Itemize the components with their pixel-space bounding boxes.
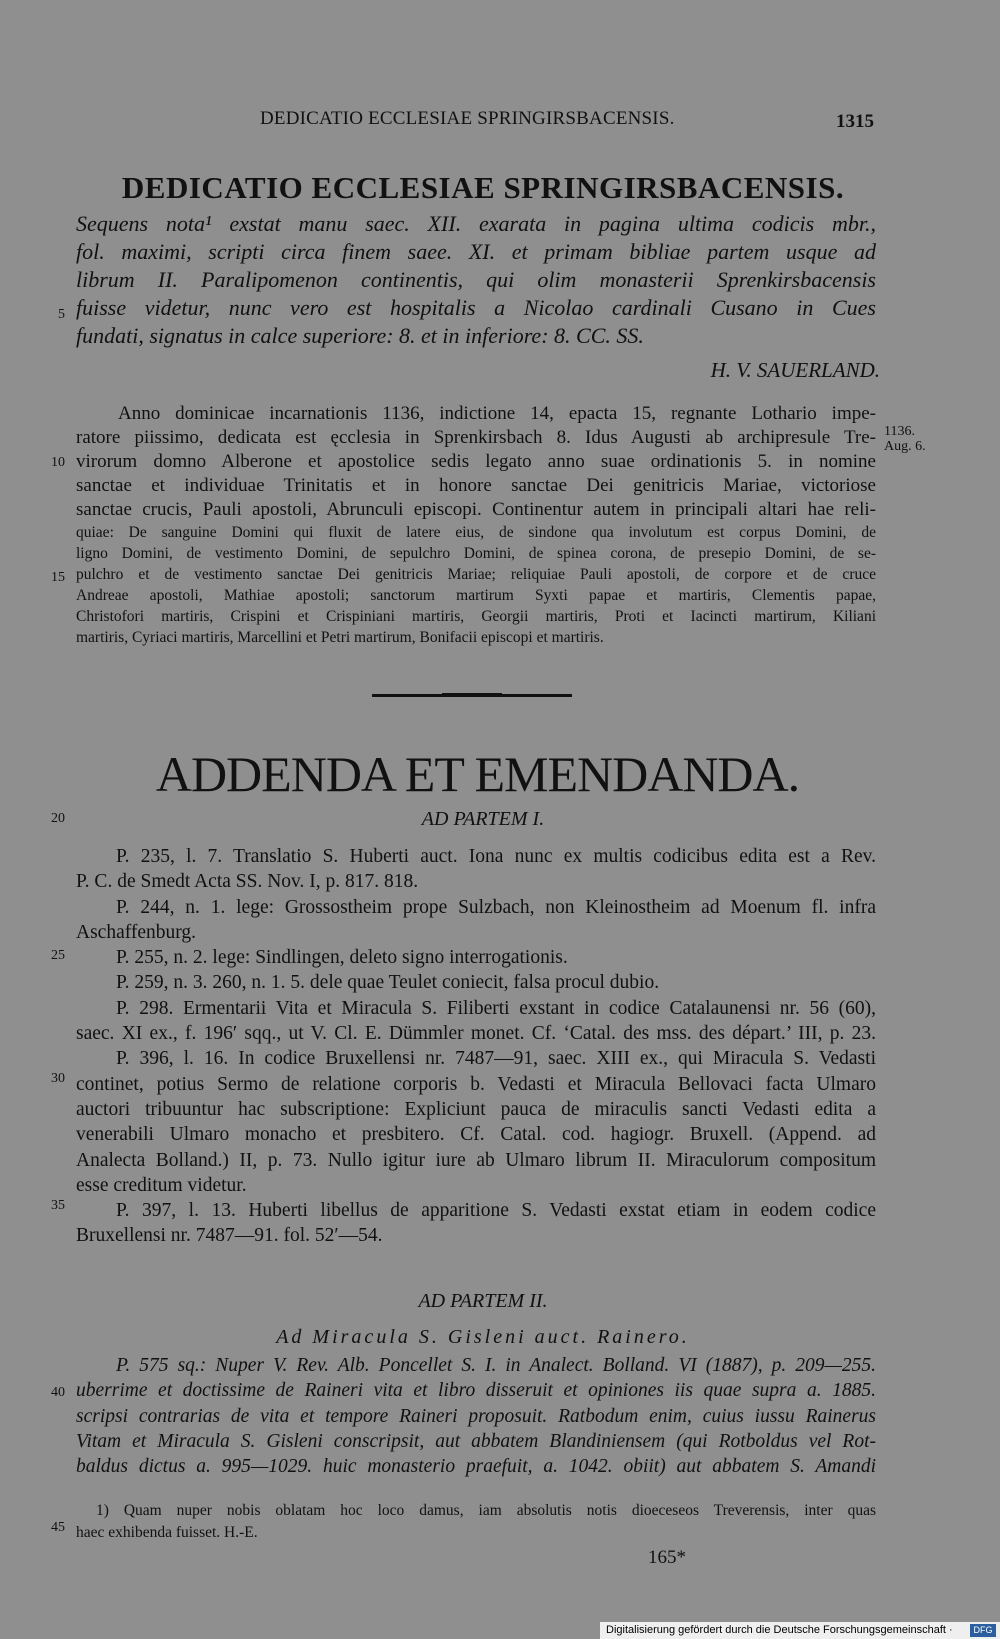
section-title: DEDICATIO ECCLESIAE SPRINGIRSBACENSIS.	[121, 170, 845, 205]
line-number: 35	[51, 1198, 65, 1213]
section-heading-part-2: AD PARTEM II.	[418, 1290, 548, 1312]
line-number: 5	[58, 307, 65, 322]
intro-line: Sequens nota¹ exstat manu saec. XII. exarata in pagina ultima codicis mbr.,	[76, 211, 876, 236]
line-number: 30	[51, 1071, 65, 1086]
dedication-text	[76, 402, 876, 648]
addenda-line: Bruxellensi nr. 7487—91. fol. 52′—54.	[76, 1225, 383, 1247]
addenda-line: venerabili Ulmaro monacho et presbitero. Cf. Catal. cod. hagiogr. Bruxell. (Append. ad	[76, 1124, 876, 1146]
intro-line: fol. maximi, scripti circa finem saee. XI. et primam bibliae partem usque ad	[76, 239, 876, 264]
text-line: ratore piissimo, dedicata est ęcclesia in Sprenkirsbach 8. Idus Augusti ab archipresule Tre-	[76, 427, 876, 448]
text-line: sanctae et individuae Trinitatis et in honore sanctae Dei genitricis Mariae, victoriose	[76, 475, 876, 496]
addenda-line: P. 244, n. 1. lege: Grossostheim prope Sulzbach, non Kleinostheim ad Moenum fl. infra	[116, 896, 876, 918]
footer-text: Digitalisierung gefördert durch die Deutsche Forschungsgemeinschaft ·	[606, 1624, 953, 1636]
addenda-line: P. 235, l. 7. Translatio S. Huberti auct. Iona nunc ex multis codicibus edita est a Rev.	[116, 846, 876, 867]
addenda-line: P. 396, l. 16. In codice Bruxellensi nr. 7487—91, saec. XIII ex., qui Miracula S. Vedasti	[116, 1048, 876, 1070]
margin-date: Aug. 6.	[884, 439, 926, 454]
addenda-line: P. 259, n. 3. 260, n. 1. 5. dele quae Teulet coniecit, falsa procul dubio.	[116, 972, 660, 994]
text-line: sanctae crucis, Pauli apostoli, Abrunculi episcopi. Continentur autem in principali altari hae reli-	[76, 499, 876, 520]
text-line: Andreae apostoli, Mathiae apostoli; sanctorum martirum Syxti papae et martiris, Clementis papae,	[76, 587, 876, 604]
line-number: 40	[51, 1385, 65, 1400]
divider-rule	[372, 694, 572, 697]
addenda-line: esse creditum videtur.	[76, 1174, 247, 1196]
text-line: ligno Domini, de vestimento Domini, de sepulchro Domini, de spinea corona, de presepio Domini, de se-	[76, 545, 876, 562]
addenda-line: Vitam et Miracula S. Gisleni conscripsit, aut abbatem Blandiniensem (qui Rotboldus vel Rot-	[76, 1430, 876, 1452]
signature-mark: 165*	[648, 1547, 686, 1568]
addenda-part-1	[76, 844, 876, 1249]
line-number: 10	[51, 455, 65, 470]
intro-line: fundati, signatus in calce superiore: 8. et in inferiore: 8. CC. SS.	[76, 323, 644, 348]
text-line: martiris, Cyriaci martiris, Marcellini et Petri martirum, Bonifacii episcopi et martiris.	[76, 629, 604, 646]
addenda-line: uberrime et doctissime de Raineri vita et libro disseruit et opiniones iis quae supra a. 1885.	[76, 1380, 876, 1402]
addenda-part-2	[76, 1353, 876, 1479]
text-line: virorum domno Alberone et apostolice sedis legato anno suae ordinationis 5. in nomine	[76, 451, 876, 472]
addenda-line: saec. XI ex., f. 196′ sqq., ut V. Cl. E. Dümmler monet. Cf. ‘Catal. des mss. des départ.’ III, p. 23.	[76, 1023, 876, 1045]
addenda-title: ADDENDA ET EMENDANDA.	[155, 746, 800, 802]
addenda-line: P. 298. Ermentarii Vita et Miracula S. Filiberti exstant in codice Catalaunensi nr. 56 (60),	[116, 997, 876, 1019]
section-heading-part-1: AD PARTEM I.	[421, 808, 545, 830]
line-number: 15	[51, 570, 65, 585]
line-number: 45	[51, 1520, 65, 1535]
text-line: pulchro et de vestimento sanctae Dei genitricis Mariae; reliquiae Pauli apostoli, de corpore et de cruce	[76, 566, 876, 583]
addenda-line: baldus dictus a. 995—1029. huic monasterio praefuit, a. 1042. obiit) aut abbatem S. Amandi	[76, 1456, 876, 1478]
running-header: DEDICATIO ECCLESIAE SPRINGIRSBACENSIS.	[260, 108, 675, 129]
addenda-line: P. 397, l. 13. Huberti libellus de apparitione S. Vedasti exstat etiam in eodem codice	[116, 1200, 876, 1222]
footnote-line: haec exhibenda fuisset. H.-E.	[76, 1524, 258, 1541]
addenda-line: continet, potius Sermo de relatione corporis b. Vedasti et Miracula Bellovaci facta Ulmaro	[76, 1073, 876, 1095]
addenda-line: P. 575 sq.: Nuper V. Rev. Alb. Poncellet S. I. in Analect. Bolland. VI (1887), p. 209—255.	[116, 1355, 876, 1376]
addenda-line: P. C. de Smedt Acta SS. Nov. I, p. 817. 818.	[76, 871, 419, 893]
addenda-line: Aschaffenburg.	[76, 921, 197, 943]
addenda-line: Analecta Bolland.) II, p. 73. Nullo igitur iure ab Ulmaro librum II. Miraculorum compositum	[76, 1149, 876, 1171]
footnote-line: 1) Quam nuper nobis oblatam hoc loco damus, iam absolutis notis dioeceseos Treverensis, inter quas	[96, 1502, 876, 1519]
addenda-line: auctori tribuuntur hac subscriptione: Expliciunt pauca de miraculis sancti Vedasti edita a	[76, 1098, 876, 1120]
text-line: Anno dominicae incarnationis 1136, indictione 14, epacta 15, regnante Lothario impe-	[118, 403, 876, 424]
margin-year: 1136.	[884, 424, 915, 439]
intro-author: H. V. SAUERLAND.	[710, 358, 880, 382]
addenda-line: P. 255, n. 2. lege: Sindlingen, deleto signo interrogationis.	[116, 947, 568, 969]
footnote	[76, 1500, 876, 1544]
text-line: quiae: De sanguine Domini qui fluxit de latere eius, de sindone qua involutum est corpus Domini, de	[76, 524, 876, 541]
text-line: Christofori martiris, Crispini et Crispiniani martiris, Georgii martiris, Proti et Iacincti martirum, Kiliani	[76, 608, 876, 625]
page-number: 1315	[836, 111, 874, 132]
digitization-footer	[600, 1622, 1000, 1639]
section-subheading: Ad Miracula S. Gisleni auct. Rainero.	[276, 1326, 690, 1348]
line-number: 25	[51, 948, 65, 963]
intro-paragraph	[76, 210, 876, 350]
intro-line: librum II. Paralipomenon continentis, qui olim monasterii Sprenkirsbacensis	[76, 267, 876, 292]
dfg-logo-icon: DFG	[970, 1624, 996, 1637]
addenda-line: scripsi contrarias de vita et tempore Raineri proposuit. Ratbodum enim, cuius iussu Rainerus	[76, 1405, 876, 1427]
intro-line: fuisse videtur, nunc vero est hospitalis a Nicolao cardinali Cusano in Cues	[76, 295, 876, 320]
line-number: 20	[51, 811, 65, 826]
